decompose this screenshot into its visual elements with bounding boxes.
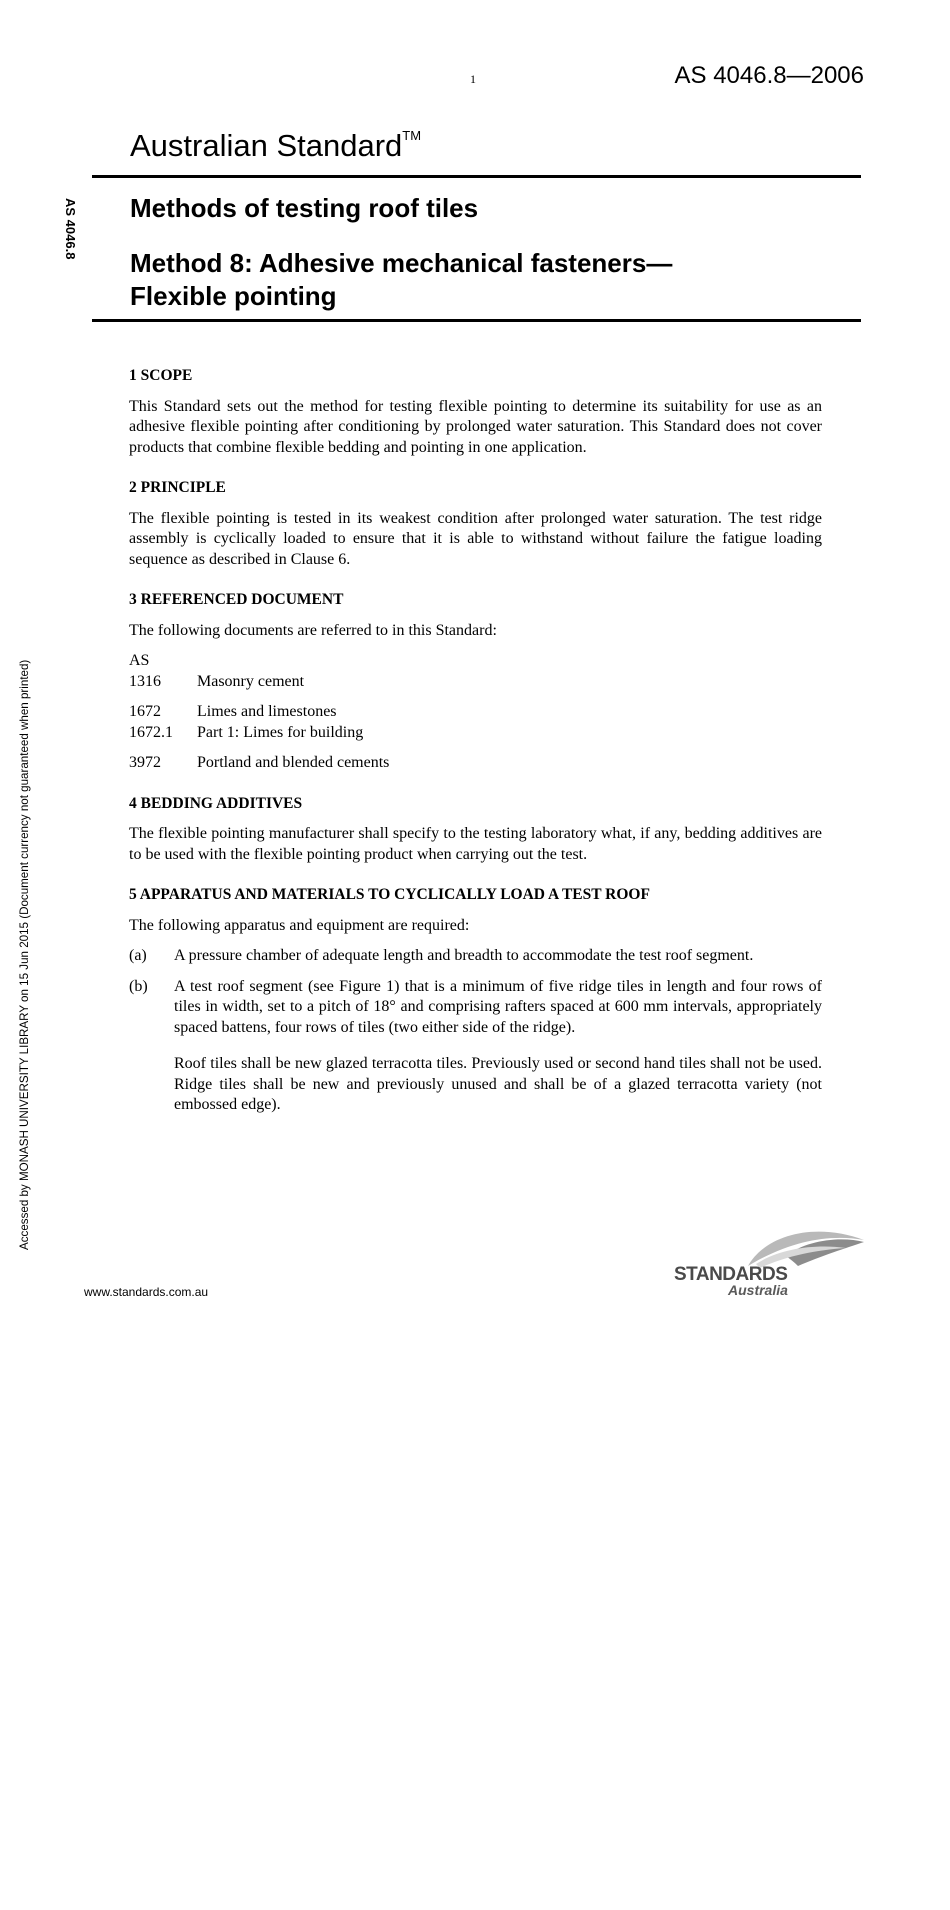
section-heading-principle: 2 PRINCIPLE bbox=[129, 479, 226, 496]
logo-wordmark: STANDARDS bbox=[674, 1264, 788, 1285]
section-text-principle: The flexible pointing is tested in its weakest condition after prolonged water saturation. The test ridge assembly is cyclically loaded to ensure that it is able to withstand without failure the fatigue loading sequence as described in Clause 6. bbox=[129, 509, 822, 568]
document-subtitle bbox=[130, 247, 830, 313]
section-text-scope: This Standard sets out the method for testing flexible pointing to determine its suitability for use as an adhesive flexible pointing after conditioning by prolonged water saturation. This Standard does not cover products that combine flexible bedding and pointing in one application. bbox=[129, 397, 822, 456]
footer-website: www.standards.com.au bbox=[84, 1285, 209, 1299]
reference-number: 1672 bbox=[129, 703, 161, 720]
list-item bbox=[129, 946, 822, 967]
list-item-label: (a) bbox=[129, 947, 147, 964]
access-watermark-text: Accessed by MONASH UNIVERSITY LIBRARY on 15 Jun 2015 (Document currency not guaranteed when printed) bbox=[18, 659, 31, 1250]
reference-number: 3972 bbox=[129, 754, 161, 771]
trademark-mark: TM bbox=[402, 128, 422, 143]
subtitle-line-1: Method 8: Adhesive mechanical fasteners— bbox=[130, 248, 673, 278]
list-item-text: A pressure chamber of adequate length and breadth to accommodate the test roof segment. bbox=[174, 947, 754, 964]
document-title: Methods of testing roof tiles bbox=[130, 193, 479, 223]
list-item-text: A test roof segment (see Figure 1) that is a minimum of five ridge tiles in length and four rows of tiles in width, set to a pitch of 18° and comprising rafters spaced at 600 mm intervals, appropriately spaced battens, four rows of tiles (two either side of the ridge). bbox=[174, 977, 822, 1036]
reference-title: Masonry cement bbox=[197, 672, 305, 690]
reference-title: Portland and blended cements bbox=[197, 754, 390, 771]
section-heading-scope: 1 SCOPE bbox=[129, 367, 193, 384]
header-rule-bottom bbox=[92, 319, 861, 322]
list-item-continuation: Roof tiles shall be new glazed terracotta tiles. Previously used or second hand tiles shall not be used. Ridge tiles shall be new and previously unused and shall be of a glazed terracotta variety (not embossed edge). bbox=[174, 1055, 822, 1113]
reference-row bbox=[129, 672, 822, 693]
section-heading-bedding: 4 BEDDING ADDITIVES bbox=[129, 794, 303, 812]
apparatus-intro: The following apparatus and equipment are required: bbox=[129, 916, 470, 934]
side-standard-code bbox=[62, 198, 80, 278]
reference-number: 1316 bbox=[129, 672, 161, 690]
referenced-intro: The following documents are referred to in this Standard: bbox=[129, 621, 497, 639]
page-number: 1 bbox=[470, 72, 476, 86]
reference-number: 1672.1 bbox=[129, 723, 173, 741]
side-standard-code-text: AS 4046.8 bbox=[63, 198, 78, 260]
document-body bbox=[129, 366, 822, 1132]
header-title-text: Australian Standard bbox=[130, 128, 403, 163]
reference-title: Limes and limestones bbox=[197, 703, 337, 720]
subtitle-line-2: Flexible pointing bbox=[130, 281, 337, 311]
list-item bbox=[129, 977, 822, 1039]
referenced-as-label: AS bbox=[129, 652, 150, 669]
logo-subtitle: Australia bbox=[728, 1282, 788, 1298]
section-heading-referenced: 3 REFERENCED DOCUMENT bbox=[129, 591, 344, 608]
header-rule-top bbox=[92, 175, 861, 178]
reference-row bbox=[129, 702, 822, 723]
standards-australia-logo bbox=[668, 1226, 868, 1298]
list-item-label: (b) bbox=[129, 977, 148, 995]
access-watermark bbox=[18, 659, 38, 1910]
section-heading-apparatus: 5 APPARATUS AND MATERIALS TO CYCLICALLY LOAD A TEST ROOF bbox=[129, 886, 650, 903]
header-title bbox=[130, 128, 421, 164]
section-text-bedding: The flexible pointing manufacturer shall specify to the testing laboratory what, if any, bedding additives are to be used with the flexible pointing product when carrying out the test. bbox=[129, 825, 822, 863]
reference-row bbox=[129, 753, 822, 774]
reference-row bbox=[129, 723, 822, 744]
reference-title: Part 1: Limes for building bbox=[197, 723, 364, 741]
standard-number: AS 4046.8—2006 bbox=[674, 62, 864, 89]
